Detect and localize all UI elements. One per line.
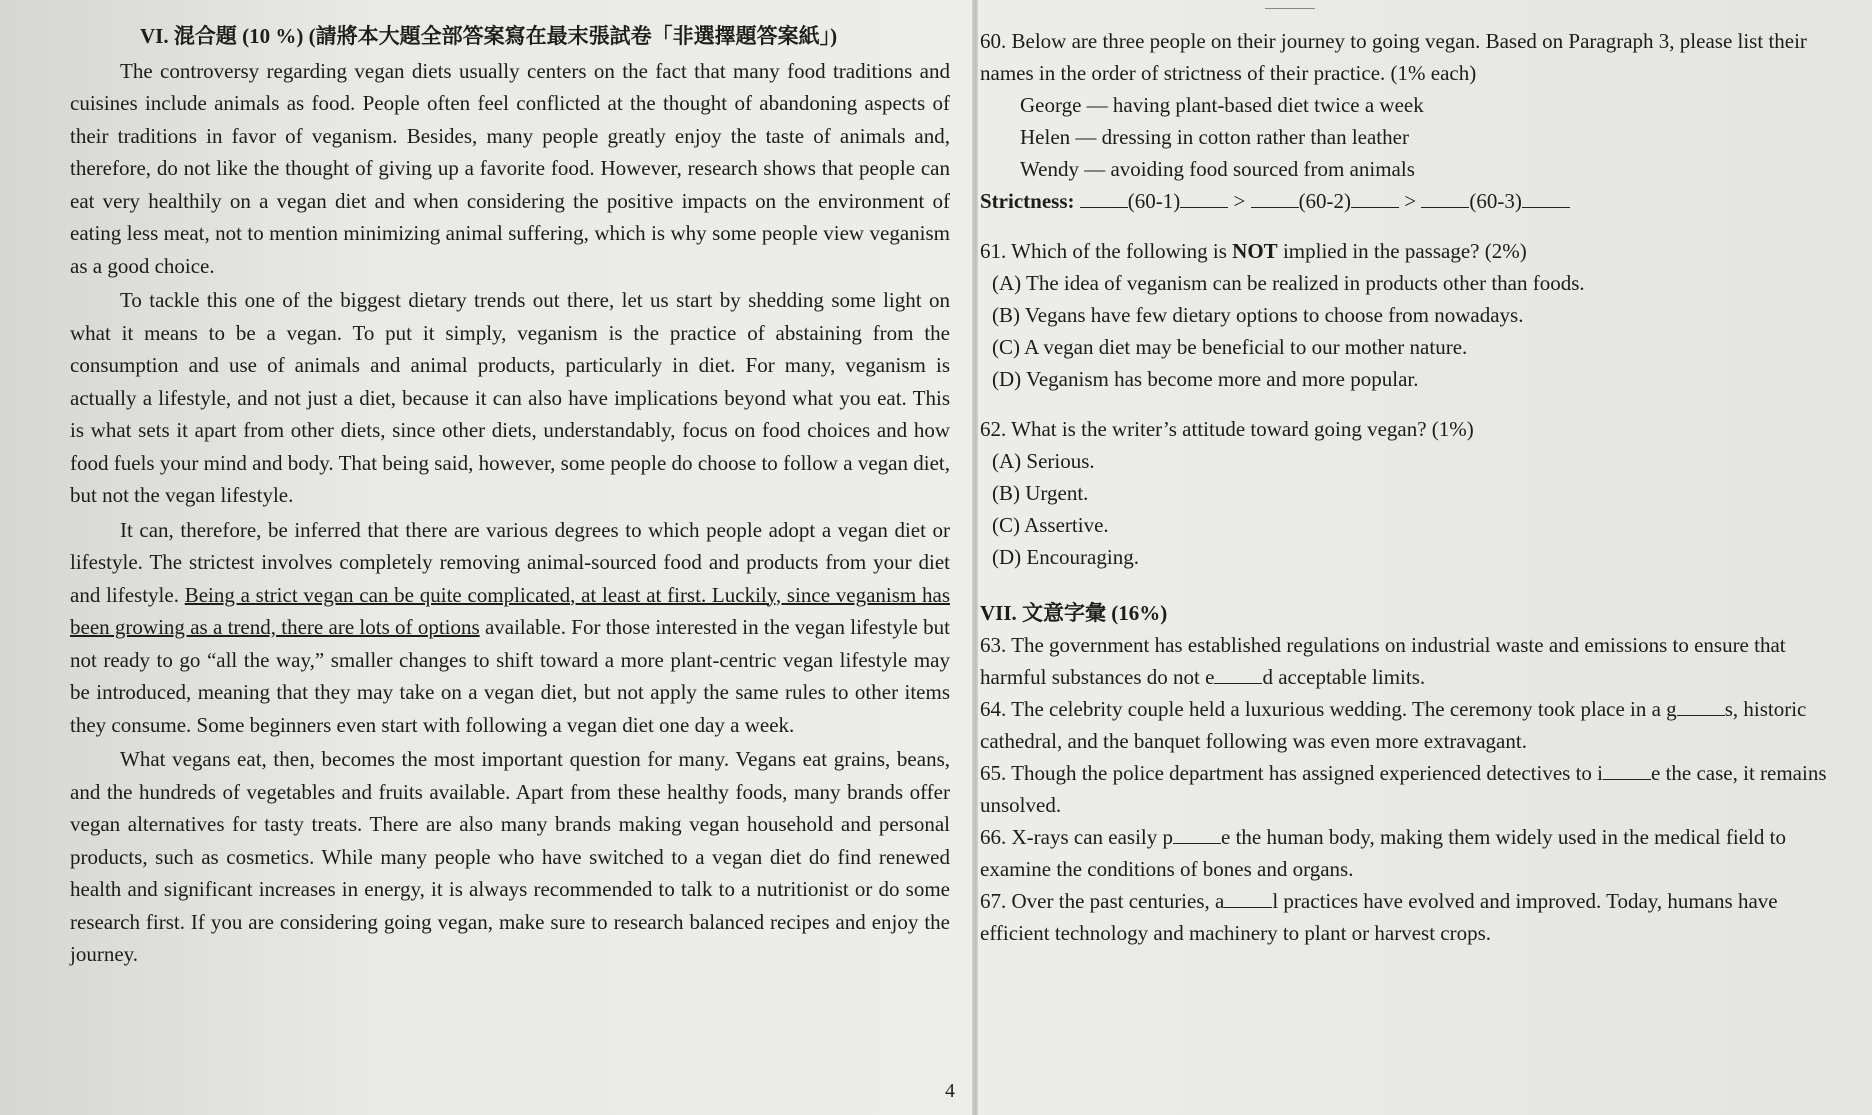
blank-label-60-1: (60-1)	[1127, 189, 1181, 213]
section-title-vii: VII. 文意字彙 (16%)	[980, 601, 1168, 625]
passage-paragraph-4: What vegans eat, then, becomes the most important question for many. Vegans eat grains, beans, and the hundreds of vegetables and fruits available. Apart from these healthy foods, many brands offer vegan alternatives for tasty treats. There are also many brands making vegan household and personal products, such as cosmetics. While many people who have switched to a vegan diet do find renewed health and significant increases in energy, it is always recommended to talk to a nutritionist or do some research first. If you are considering going vegan, make sure to research balanced recipes and enjoy the journey.	[70, 747, 950, 966]
answer-blank-67[interactable]	[1224, 889, 1272, 908]
q65-pre: 65. Though the police department has assigned experienced detectives to i	[980, 761, 1603, 785]
option-61-a: (A) The idea of veganism can be realized in products other than foods.	[992, 271, 1585, 295]
answer-blank-66[interactable]	[1173, 825, 1221, 844]
answer-blank-63[interactable]	[1214, 665, 1262, 684]
person-wendy: Wendy — avoiding food sourced from animals	[1020, 157, 1415, 181]
left-column	[70, 20, 950, 971]
answer-blank-60-2[interactable]	[1251, 189, 1299, 208]
option-62-b: (B) Urgent.	[992, 481, 1089, 505]
option-62-c: (C) Assertive.	[992, 513, 1109, 537]
answer-blank-60-2-tail[interactable]	[1351, 189, 1399, 208]
option-61-d: (D) Veganism has become more and more popular.	[992, 367, 1419, 391]
question-62-stem: 62. What is the writer’s attitude toward going vegan? (1%)	[980, 417, 1474, 441]
paragraph-3-start: It can, therefore, be inferred that there are various degrees to which people adopt a vegan diet or lifestyle. The strictest involves completely removing animal-sourced food and products from your diet and lifestyle.	[70, 517, 950, 607]
book-spine	[972, 0, 978, 1115]
answer-blank-65[interactable]	[1603, 761, 1651, 780]
q61-stem-pre: 61. Which of the following is	[980, 239, 1233, 263]
page-number: 4	[945, 1080, 955, 1102]
paragraph-3-end: available. For those interested in the vegan lifestyle but not ready to go “all the way,” smaller changes to shift toward a more plant-centric vegan lifestyle may be introduced, meaning that they may take on a vegan diet, but not apply the same rules to other items they consume. Some beginners even start with following a vegan diet one day a week.	[70, 615, 950, 737]
q67-pre: 67. Over the past centuries, a	[980, 889, 1225, 913]
q61-stem-not: NOT	[1232, 239, 1278, 263]
blank-label-60-2: (60-2)	[1298, 189, 1352, 213]
person-helen: Helen — dressing in cotton rather than leather	[1020, 125, 1409, 149]
greater-than-2: >	[1404, 189, 1417, 213]
option-62-d: (D) Encouraging.	[992, 545, 1139, 569]
q61-stem-post: implied in the passage? (2%)	[1277, 239, 1527, 263]
q64-pre: 64. The celebrity couple held a luxurious wedding. The ceremony took place in a g	[980, 697, 1677, 721]
strictness-label: Strictness:	[980, 189, 1075, 213]
answer-blank-60-3-tail[interactable]	[1522, 189, 1570, 208]
answer-blank-60-1-tail[interactable]	[1180, 189, 1228, 208]
person-george: George — having plant-based diet twice a week	[1020, 93, 1424, 117]
question-60-stem: 60. Below are three people on their journey to going vegan. Based on Paragraph 3, please list their names in the order of strictness of their practice. (1% each)	[980, 29, 1807, 85]
passage-paragraph-3	[70, 514, 950, 742]
q66-pre: 66. X-rays can easily p	[980, 825, 1174, 849]
q66-post: e the human body, making them widely used in the medical field to examine the conditions of bones and organs.	[980, 825, 1786, 881]
answer-blank-64[interactable]	[1677, 697, 1725, 716]
option-61-c: (C) A vegan diet may be beneficial to our mother nature.	[992, 335, 1468, 359]
greater-than-1: >	[1233, 189, 1246, 213]
question-63	[980, 629, 1840, 693]
q65-post: e the case, it remains unsolved.	[980, 761, 1827, 817]
passage-paragraph-1: The controversy regarding vegan diets usually centers on the fact that many food traditions and cuisines include animals as food. People often feel conflicted at the thought of abandoning aspects of their traditions in favor of veganism. Besides, many people greatly enjoy the taste of animals and, therefore, do not like the thought of giving up a favorite food. However, research shows that people can eat very healthily on a vegan diet and when considering the positive impacts on the environment of eating less meat, not to mention minimizing animal suffering, which is why some people view veganism as a good choice.	[70, 58, 950, 278]
q63-post: d acceptable limits.	[1262, 665, 1426, 689]
question-64	[980, 693, 1840, 757]
option-61-b: (B) Vegans have few dietary options to choose from nowadays.	[992, 303, 1524, 327]
q64-post: s, historic cathedral, and the banquet following was even more extravagant.	[980, 697, 1807, 753]
top-margin-mark	[1265, 0, 1315, 9]
passage-paragraph-2: To tackle this one of the biggest dietary trends out there, let us start by shedding some light on what it means to be a vegan. To put it simply, veganism is the practice of abstaining from the consumption and use of animals and animal products, particularly in diet. For many, veganism is actually a lifestyle, and not just a diet, because it can also have implications beyond what you eat. This is what sets it apart from other diets, since other diets, understandably, focus on food choices and how food fuels your mind and body. That being said, however, some people do choose to follow a vegan diet, but not the vegan lifestyle.	[70, 288, 950, 507]
q63-pre: 63. The government has established regulations on industrial waste and emissions to ensure that harmful substances do not e	[980, 633, 1786, 689]
section-title-vi: VI. 混合題 (10 %) (請將本大題全部答案寫在最末張試卷「非選擇題答案紙」)	[140, 24, 838, 48]
underlined-sentence: Being a strict vegan can be quite complicated, at least at first. Luckily, since veganism has been growing as a trend, there are lots of options	[70, 582, 950, 639]
q67-post: l practices have evolved and improved. Today, humans have efficient technology and machinery to plant or harvest crops.	[980, 889, 1778, 945]
question-66	[980, 821, 1840, 885]
strictness-line	[980, 185, 1840, 217]
question-65	[980, 757, 1840, 821]
question-61-stem	[980, 235, 1840, 267]
right-column	[980, 25, 1840, 949]
answer-blank-60-3[interactable]	[1421, 189, 1469, 208]
option-62-a: (A) Serious.	[992, 449, 1095, 473]
answer-blank-60-1[interactable]	[1080, 189, 1128, 208]
question-67	[980, 885, 1840, 949]
blank-label-60-3: (60-3)	[1469, 189, 1522, 213]
